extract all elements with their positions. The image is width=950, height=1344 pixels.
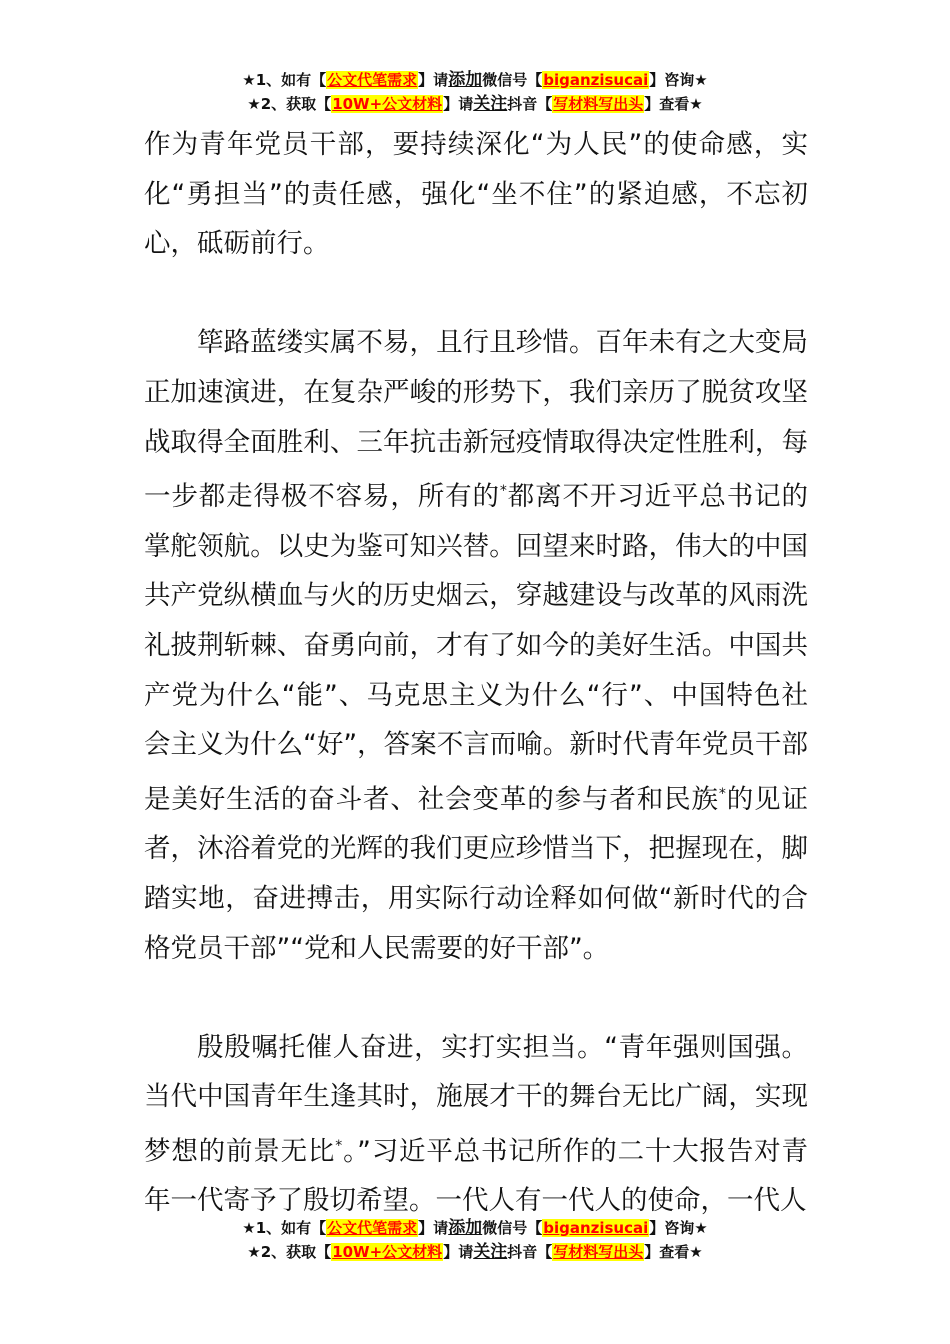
highlight-materials: 10W+公文材料 [332, 1243, 443, 1261]
banner-line-1 [0, 1216, 950, 1240]
redaction-mark: * [718, 785, 726, 802]
paragraph-text: 的见证者，沐浴着党的光辉的我们更应珍惜当下，把握现在，脚踏实地，奋进搏击，用实际行动诠释如何做“新时代的合格党员干部”“党和人民需要的好干部”。 [144, 783, 808, 964]
emphasis-text: 关注 [473, 94, 508, 114]
banner-text: 】请 [418, 1219, 449, 1237]
paragraph-text: 殷殷嘱托催人奋进，实打实担当。“青年强则国强。当代中国青年生逢其时，施展才干的舞台无比广阔，实现梦想的前景无比 [144, 1031, 808, 1167]
paragraph-3 [144, 1023, 808, 1226]
paragraph-gap [144, 269, 808, 319]
highlight-materials: 10W+公文材料 [332, 95, 443, 113]
paragraph-2 [144, 318, 808, 973]
paragraph-text: 筚路蓝缕实属不易，且行且珍惜。百年未有之大变局正加速演进，在复杂严峻的形势下，我们亲历了脱贫攻坚战取得全面胜利、三年抗击新冠疫情取得决定性胜利，每一步都走得极不容易，所有的 [144, 327, 808, 513]
emphasis-text: 添加 [448, 70, 483, 90]
banner-text: ★1、如有【 [242, 71, 327, 89]
banner-text: 微信号【 [482, 1219, 543, 1237]
banner-text: 】请 [443, 1243, 474, 1261]
document-body [144, 120, 808, 1226]
banner-text: ★2、获取【 [247, 95, 332, 113]
redaction-mark: * [335, 1137, 343, 1154]
emphasis-text: 关注 [473, 1242, 508, 1262]
highlight-wechat-id: biganzisucai [543, 1219, 649, 1237]
banner-text: 】查看★ [644, 95, 703, 113]
banner-text: 】请 [418, 71, 449, 89]
banner-text: 】咨询★ [649, 1219, 708, 1237]
banner-line-1 [0, 68, 950, 92]
highlight-douyin-id: 写材料写出头 [553, 95, 644, 113]
footer-banner [0, 1216, 950, 1264]
paragraph-text: 。”习近平总书记所作的二十大报告对青年一代寄予了殷切希望。一代人有一代人的使命，一代人 [144, 1135, 808, 1217]
paragraph-text: 都离不开习近平总书记的掌舵领航。以史为鉴可知兴替。回望来时路，伟大的中国共产党纵横血与火的历史烟云，穿越建设与改革的风雨洗礼披荆斩棘、奋勇向前，才有了如今的美好生活。中国共产党为什么“能”、马克思主义为什么“行”、中国特色社会主义为什么“好”，答案不言而喻。新时代青年党员干部是美好生活的奋斗者、社会变革的参与者和民族 [144, 481, 808, 815]
banner-text: 】请 [443, 95, 474, 113]
highlight-service: 公文代笔需求 [327, 71, 418, 89]
header-banner [0, 68, 950, 116]
highlight-service: 公文代笔需求 [327, 1219, 418, 1237]
highlight-douyin-id: 写材料写出头 [553, 1243, 644, 1261]
banner-text: 】咨询★ [649, 71, 708, 89]
banner-line-2 [0, 92, 950, 116]
emphasis-text: 添加 [448, 1218, 483, 1238]
banner-text: ★1、如有【 [242, 1219, 327, 1237]
paragraph-1: 作为青年党员干部，要持续深化“为人民”的使命感，实化“勇担当”的责任感，强化“坐不住”的紧迫感，不忘初心，砥砺前行。 [144, 129, 808, 260]
paragraph-gap [144, 973, 808, 1023]
banner-text: 抖音【 [507, 1243, 553, 1261]
banner-text: 】查看★ [644, 1243, 703, 1261]
redaction-mark: * [499, 483, 507, 500]
highlight-wechat-id: biganzisucai [543, 71, 649, 89]
banner-line-2 [0, 1240, 950, 1264]
banner-text: ★2、获取【 [247, 1243, 332, 1261]
banner-text: 微信号【 [482, 71, 543, 89]
banner-text: 抖音【 [507, 95, 553, 113]
